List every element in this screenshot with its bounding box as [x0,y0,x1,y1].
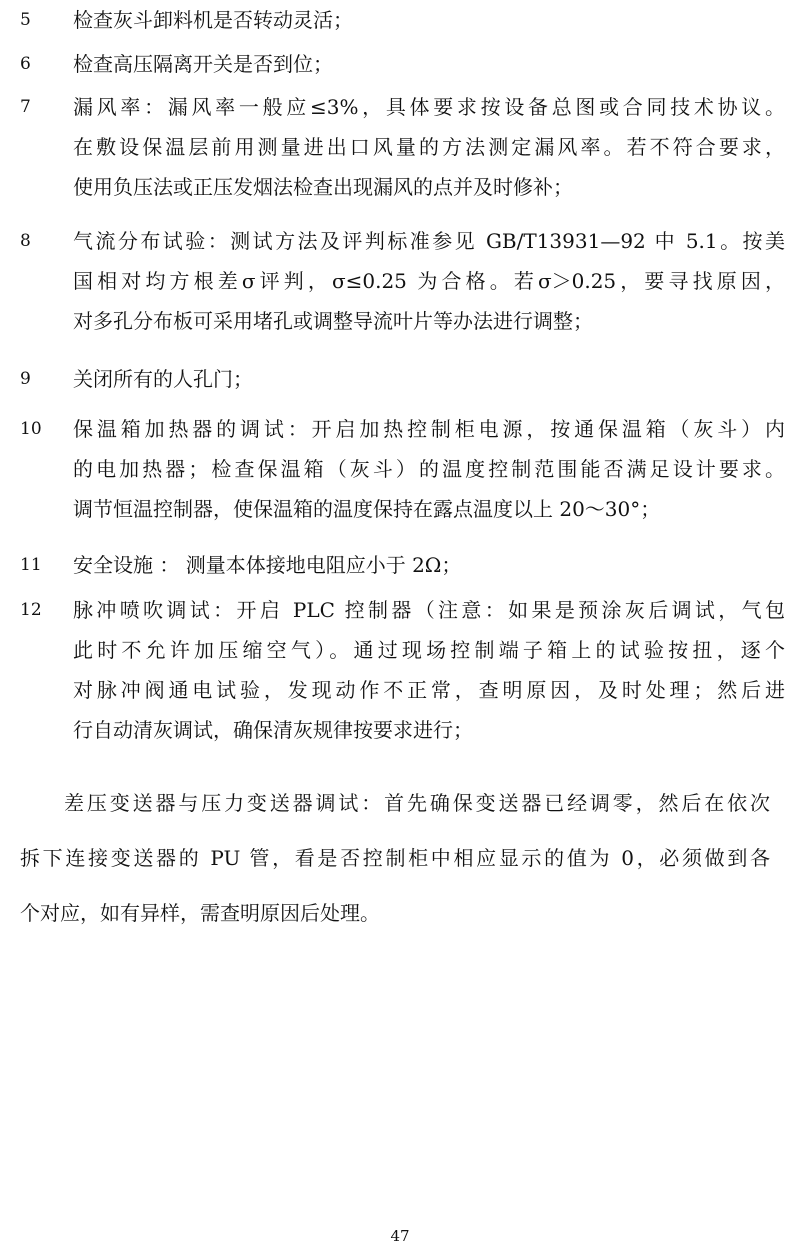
item-number: 7 [20,97,31,117]
item-number: 10 [20,419,42,439]
paragraph-line: 个对应，如有异样，需查明原因后处理。 [20,901,380,925]
item-text-line: 脉冲喷吹调试：开启 PLC 控制器（注意：如果是预涂灰后调试，气包 [73,598,785,622]
item-text-line: 检查灰斗卸料机是否转动灵活； [73,8,353,32]
item-number: 8 [20,231,31,251]
item-number: 5 [20,10,31,30]
item-text-line: 保温箱加热器的调试：开启加热控制柜电源，按通保温箱（灰斗）内 [73,417,785,441]
item-text-line: 此时不允许加压缩空气）。通过现场控制端子箱上的试验按扭，逐个 [73,638,785,662]
item-number: 12 [20,600,42,620]
body-paragraph [20,776,770,941]
paragraph-line: 拆下连接变送器的 PU 管，看是否控制柜中相应显示的值为 0，必须做到各 [20,846,770,870]
item-number: 6 [20,54,31,74]
item-text-line: 对多孔分布板可采用堵孔或调整导流叶片等办法进行调整； [73,309,593,333]
item-text-line: 使用负压法或正压发烟法检查出现漏风的点并及时修补； [73,175,573,199]
item-text-line: 调节恒温控制器，使保温箱的温度保持在露点温度以上 20～30°； [73,497,661,521]
item-number: 11 [20,555,42,575]
item-text-line: 在敷设保温层前用测量进出口风量的方法测定漏风率。若不符合要求， [73,135,785,159]
item-text-line: 国相对均方根差σ评判，σ≤0.25 为合格。若σ＞0.25，要寻找原因， [73,269,785,293]
item-text-line: 检查高压隔离开关是否到位； [73,52,333,76]
item-text-line: 关闭所有的人孔门； [73,367,253,391]
page-number: 47 [390,1227,410,1245]
item-number: 9 [20,369,31,389]
item-text-line: 漏风率：漏风率一般应≤3%，具体要求按设备总图或合同技术协议。 [73,95,785,119]
paragraph-line: 差压变送器与压力变送器调试：首先确保变送器已经调零，然后在依次 [64,791,770,815]
item-text-line: 的电加热器；检查保温箱（灰斗）的温度控制范围能否满足设计要求。 [73,457,785,481]
item-text-line: 行自动清灰调试，确保清灰规律按要求进行； [73,718,473,742]
item-text-line: 安全设施 ： 测量本体接地电阻应小于 2Ω； [73,553,462,577]
item-text-line: 对脉冲阀通电试验，发现动作不正常，查明原因，及时处理；然后进 [73,678,785,702]
item-text-line: 气流分布试验：测试方法及评判标准参见 GB/T13931—92 中 5.1。按美 [73,229,785,253]
